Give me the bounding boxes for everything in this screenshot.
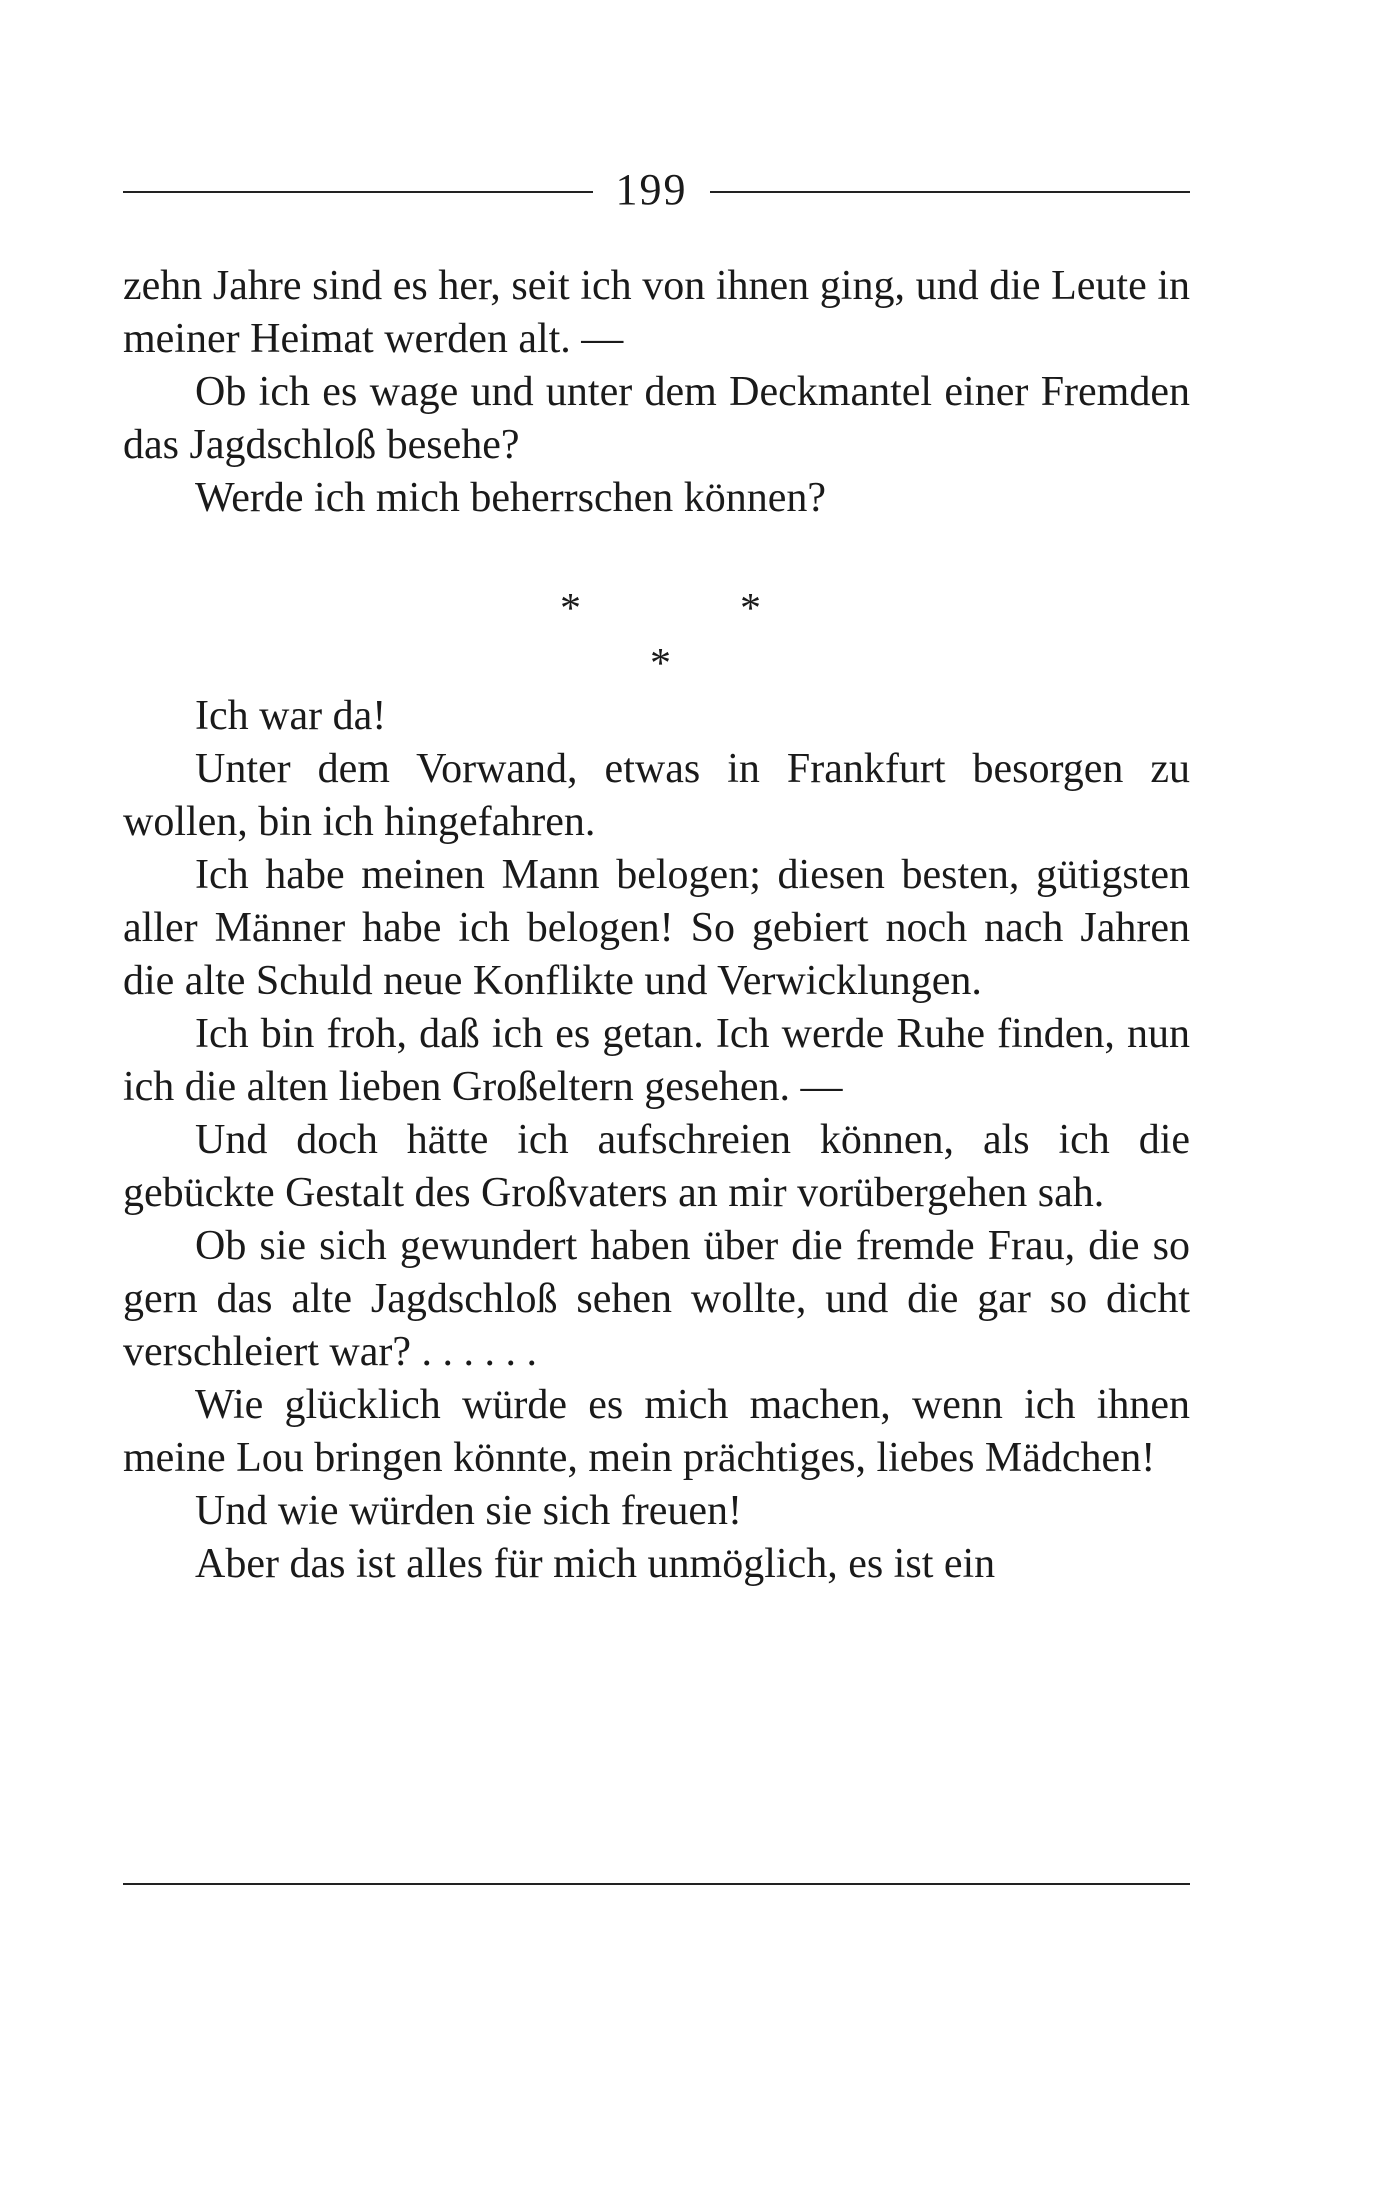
asterisk: * — [740, 586, 761, 632]
paragraph: Ich habe meinen Mann belogen; diesen besten, gütigsten aller Männer habe ich belogen! So gebiert noch nach Jahren die alte Schuld neue Konflikte und Verwicklungen. — [123, 852, 1190, 1004]
paragraph: Unter dem Vorwand, etwas in Frankfurt besorgen zu wollen, bin ich hingefahren. — [123, 746, 1190, 845]
paragraph: zehn Jahre sind es her, seit ich von ihnen ging, und die Leute in meiner Heimat werden alt. — — [123, 263, 1190, 362]
paragraph: Werde ich mich beherrschen können? — [195, 475, 827, 521]
paragraph: Ich bin froh, daß ich es getan. Ich werde Ruhe finden, nun ich die alten lieben Großeltern gesehen. — — [123, 1011, 1190, 1110]
paragraph: Ob sie sich gewundert haben über die fremde Frau, die so gern das alte Jagdschloß sehen wollte, und die gar so dicht verschleiert war? . . . . . . — [123, 1223, 1190, 1375]
footer-rule — [123, 1883, 1190, 1885]
header-rule-right — [710, 191, 1190, 193]
paragraph: Wie glücklich würde es mich machen, wenn ich ihnen meine Lou bringen könnte, mein prächtiges, liebes Mädchen! — [123, 1382, 1190, 1481]
asterisk: * — [560, 586, 581, 632]
paragraph: Ich war da! — [195, 693, 387, 739]
paragraph: Ob ich es wage und unter dem Deckmantel einer Fremden das Jagdschloß besehe? — [123, 369, 1190, 468]
text-block-after-divider — [123, 690, 1190, 1591]
paragraph: Und wie würden sie sich freuen! — [195, 1488, 742, 1534]
paragraph: Und doch hätte ich aufschreien können, als ich die gebückte Gestalt des Großvaters an mir vorübergehen sah. — [123, 1117, 1190, 1216]
page-number: 199 — [615, 165, 688, 214]
header-rule-left — [123, 191, 593, 193]
section-divider-asterisks — [123, 585, 1190, 687]
paragraph: Aber das ist alles für mich unmöglich, es ist ein — [195, 1541, 996, 1587]
text-block-before-divider — [123, 260, 1190, 525]
asterisk: * — [650, 641, 671, 687]
page-header — [123, 160, 1190, 220]
